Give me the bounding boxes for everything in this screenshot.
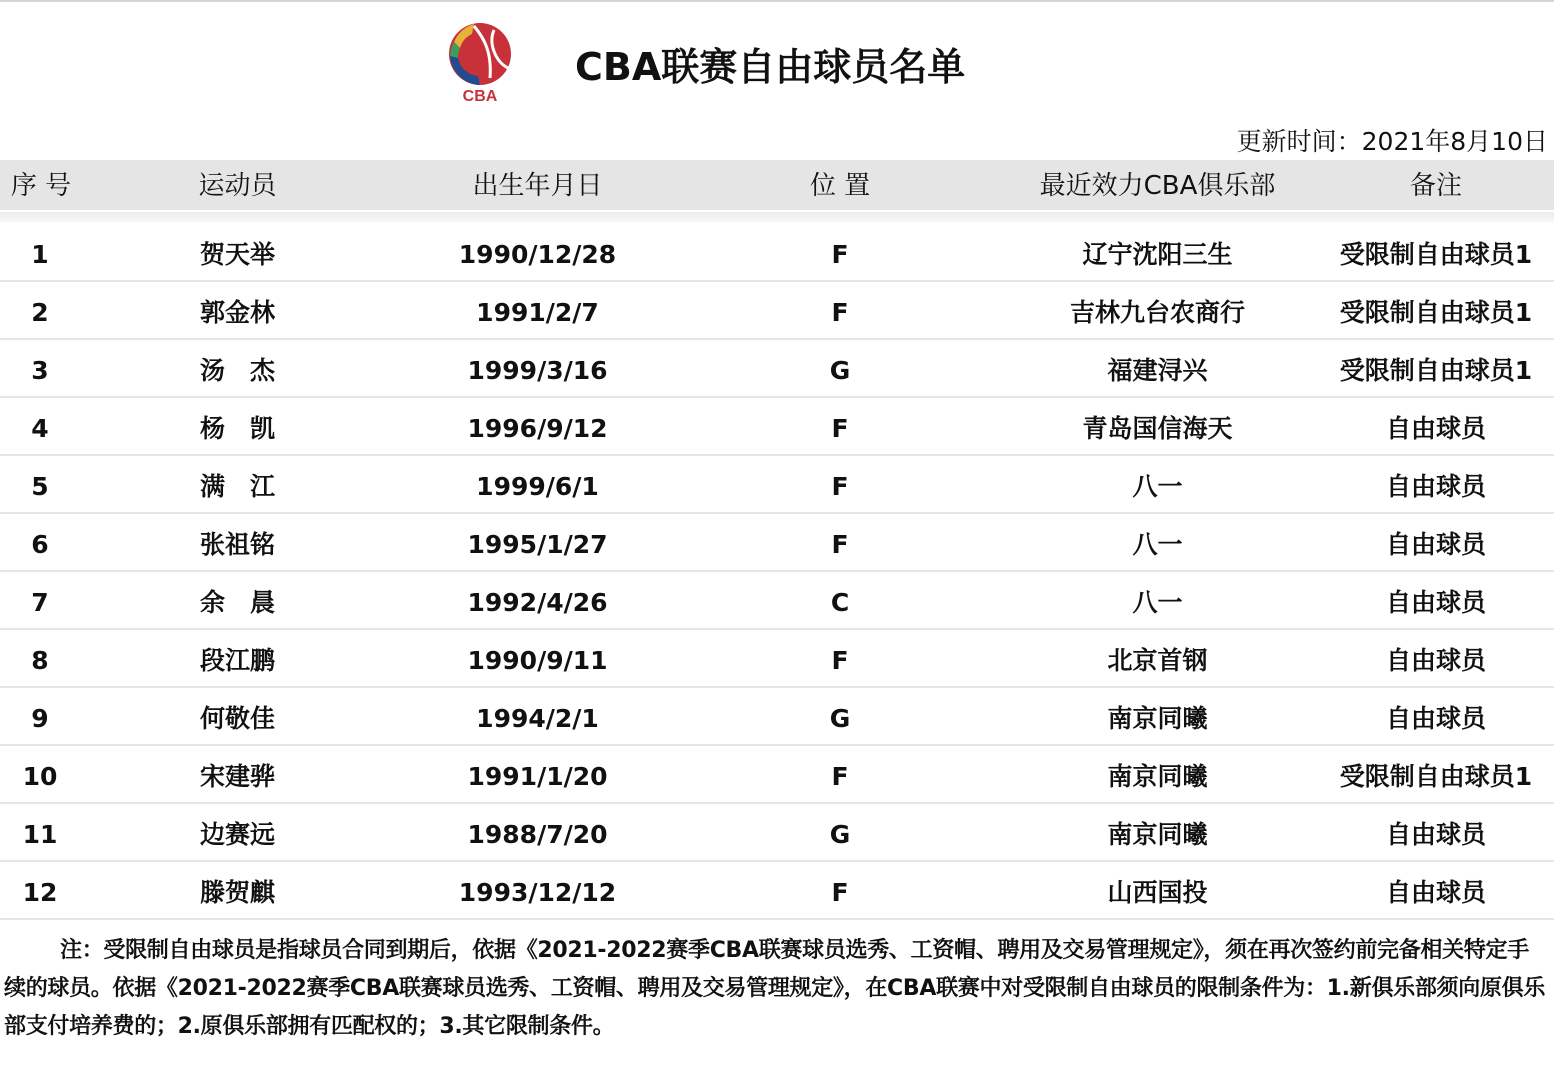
row-number: 1 <box>31 240 49 269</box>
player-name: 段江鹏 <box>199 646 275 675</box>
position: F <box>831 530 849 559</box>
remark: 受限制自由球员1 <box>1339 298 1533 327</box>
club: 吉林九台农商行 <box>1069 298 1245 327</box>
remark: 自由球员 <box>1385 704 1486 733</box>
player-name: 宋建骅 <box>199 762 275 791</box>
position: F <box>831 472 849 501</box>
club: 八一 <box>1132 530 1183 559</box>
club: 北京首钢 <box>1107 646 1208 675</box>
table-header <box>0 160 1554 212</box>
birth-date: 1992/4/26 <box>467 588 608 617</box>
club: 南京同曦 <box>1107 704 1208 733</box>
position: F <box>831 762 849 791</box>
column-header-number: 序 号 <box>10 171 72 201</box>
player-name: 余 晨 <box>199 588 275 617</box>
row-number: 3 <box>31 356 49 385</box>
remark: 自由球员 <box>1385 878 1486 907</box>
position: F <box>831 646 849 675</box>
club: 山西国投 <box>1107 878 1208 907</box>
position: G <box>829 820 851 849</box>
club: 青岛国信海天 <box>1082 414 1233 443</box>
table-row <box>0 282 1554 340</box>
row-number: 10 <box>22 762 58 791</box>
table-row <box>0 514 1554 572</box>
birth-date: 1993/12/12 <box>458 878 617 907</box>
row-number: 11 <box>22 820 58 849</box>
position: C <box>830 588 850 617</box>
player-name: 汤 杰 <box>199 356 275 385</box>
column-header-position: 位 置 <box>809 171 871 201</box>
table-row <box>0 340 1554 398</box>
birth-date: 1999/3/16 <box>467 356 608 385</box>
player-table-body <box>0 224 1554 920</box>
remark: 受限制自由球员1 <box>1339 762 1533 791</box>
column-header-player: 运动员 <box>198 171 277 201</box>
club: 南京同曦 <box>1107 762 1208 791</box>
row-number: 12 <box>22 878 58 907</box>
player-name: 满 江 <box>199 472 275 501</box>
birth-date: 1996/9/12 <box>467 414 608 443</box>
page-title: CBA联赛自由球员名单 <box>575 45 966 89</box>
club: 八一 <box>1132 472 1183 501</box>
club: 南京同曦 <box>1107 820 1208 849</box>
cba-logo-icon <box>444 18 516 104</box>
player-name: 边赛远 <box>199 820 275 849</box>
table-row <box>0 688 1554 746</box>
remark: 自由球员 <box>1385 530 1486 559</box>
header-divider <box>0 212 1554 222</box>
column-header-remark: 备注 <box>1409 171 1462 201</box>
remark: 受限制自由球员1 <box>1339 240 1533 269</box>
club: 辽宁沈阳三生 <box>1082 240 1233 269</box>
club: 八一 <box>1132 588 1183 617</box>
row-number: 6 <box>31 530 49 559</box>
player-name: 何敬佳 <box>199 704 275 733</box>
table-row <box>0 746 1554 804</box>
table-row <box>0 630 1554 688</box>
birth-date: 1999/6/1 <box>476 472 599 501</box>
position: G <box>829 704 851 733</box>
page-header <box>0 0 1554 156</box>
birth-date: 1988/7/20 <box>467 820 608 849</box>
player-name: 杨 凯 <box>199 414 275 443</box>
remark: 自由球员 <box>1385 646 1486 675</box>
player-name: 滕贺麒 <box>199 878 275 907</box>
update-time: 更新时间：2021年8月10日 <box>1236 127 1548 156</box>
birth-date: 1991/2/7 <box>476 298 599 327</box>
row-number: 4 <box>31 414 49 443</box>
position: F <box>831 298 849 327</box>
club: 福建浔兴 <box>1107 356 1208 385</box>
table-row <box>0 862 1554 920</box>
column-header-club: 最近效力CBA俱乐部 <box>1039 171 1276 201</box>
table-row <box>0 456 1554 514</box>
table-row <box>0 572 1554 630</box>
row-number: 8 <box>31 646 49 675</box>
player-name: 贺天举 <box>199 240 275 269</box>
logo-text: CBA <box>462 88 498 104</box>
position: F <box>831 878 849 907</box>
remark: 自由球员 <box>1385 414 1486 443</box>
position: F <box>831 414 849 443</box>
position: G <box>829 356 851 385</box>
birth-date: 1990/9/11 <box>467 646 608 675</box>
birth-date: 1991/1/20 <box>467 762 608 791</box>
remark: 受限制自由球员1 <box>1339 356 1533 385</box>
row-number: 5 <box>31 472 49 501</box>
footnote: 注：受限制自由球员是指球员合同到期后，依据《2021-2022赛季CBA联赛球员选秀、工资帽、聘用及交易管理规定》，须在再次签约前完备相关特定手续的球员。依据《2021-2022赛季CBA联赛球员选秀、工资帽、聘用及交易管理规定》，在CBA联赛中对受限制自由球员的限制条件为：1.新俱乐部须向原俱乐部支付培养费的；2.原俱乐部拥有匹配权的；3.其它限制条件。 <box>4 938 1546 1039</box>
remark: 自由球员 <box>1385 472 1486 501</box>
column-header-birthdate: 出生年月日 <box>472 171 603 201</box>
birth-date: 1990/12/28 <box>458 240 617 269</box>
row-number: 7 <box>31 588 49 617</box>
birth-date: 1995/1/27 <box>467 530 608 559</box>
player-name: 郭金林 <box>199 298 275 327</box>
remark: 自由球员 <box>1385 588 1486 617</box>
table-row <box>0 224 1554 282</box>
row-number: 9 <box>31 704 49 733</box>
table-row <box>0 804 1554 862</box>
remark: 自由球员 <box>1385 820 1486 849</box>
row-number: 2 <box>31 298 49 327</box>
birth-date: 1994/2/1 <box>476 704 599 733</box>
position: F <box>831 240 849 269</box>
table-row <box>0 398 1554 456</box>
player-name: 张祖铭 <box>199 530 275 559</box>
